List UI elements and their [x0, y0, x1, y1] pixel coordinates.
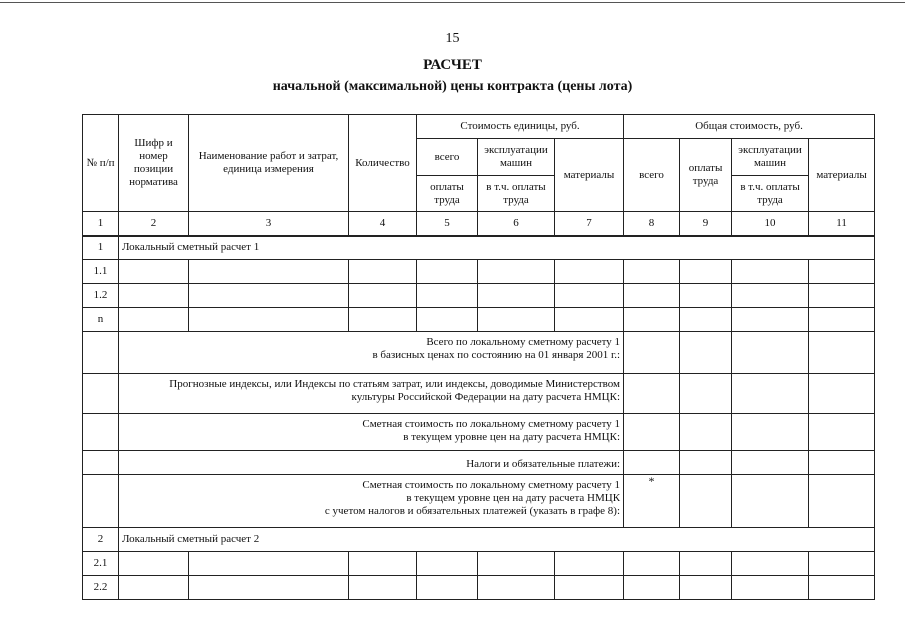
header-name: Наименование работ и затрат, единица измерения — [189, 115, 349, 212]
summary-with-taxes — [119, 475, 624, 528]
header-total-oplaty: оплаты труда — [680, 139, 732, 212]
table-row — [83, 308, 875, 332]
summary-base-prices — [119, 332, 624, 374]
header-code: Шифр и номер позиции норматива — [119, 115, 189, 212]
header-unit-oplaty: оплаты труда — [417, 176, 478, 212]
summary-indices-text: Прогнозные индексы, или Индексы по статьям затрат, или индексы, доводимые Министерством культуры Российской Федерации на дату расчета НМЦК: — [169, 378, 621, 403]
header-unit-vtch: в т.ч. оплаты труда — [478, 176, 555, 212]
row-num: n — [83, 308, 119, 332]
row-num: 2.1 — [83, 552, 119, 576]
section-title: Локальный сметный расчет 2 — [119, 528, 875, 552]
section-num: 1 — [83, 236, 119, 260]
col-number: 1 — [83, 212, 119, 236]
col-number: 2 — [119, 212, 189, 236]
summary-current-level-text: Сметная стоимость по локальному сметному расчету 1 в текущем уровне цен на дату расчета НМЦК: — [362, 418, 621, 443]
section-title: Локальный сметный расчет 1 — [119, 236, 875, 260]
table-row — [83, 260, 875, 284]
header-total-ekspl: эксплуатации машин — [732, 139, 809, 176]
page-top-border — [0, 2, 905, 3]
summary-base-prices-text: Всего по локальному сметному расчету 1 в базисных ценах по состоянию на 01 января 2001 г.: — [372, 336, 621, 361]
header-unit-ekspl: эксплуатации машин — [478, 139, 555, 176]
table-row — [83, 552, 875, 576]
page-number: 15 — [445, 31, 460, 46]
col-number: 11 — [809, 212, 875, 236]
header-unit-cost: Стоимость единицы, руб. — [417, 115, 624, 139]
col-number: 7 — [555, 212, 624, 236]
header-total-vtch: в т.ч. оплаты труда — [732, 176, 809, 212]
header-num: № п/п — [83, 115, 119, 212]
summary-taxes — [119, 451, 624, 475]
table-row — [83, 576, 875, 600]
row-num: 1.2 — [83, 284, 119, 308]
row-num: 2.2 — [83, 576, 119, 600]
header-unit-materials: материалы — [555, 139, 624, 212]
summary-taxes-text: Налоги и обязательные платежи: — [466, 458, 621, 470]
col-number: 8 — [624, 212, 680, 236]
col-number: 3 — [189, 212, 349, 236]
row-num: 1.1 — [83, 260, 119, 284]
estimate-table — [82, 114, 875, 600]
col-number: 10 — [732, 212, 809, 236]
summary-indices — [119, 374, 624, 414]
header-qty: Количество — [349, 115, 417, 212]
document-subtitle: начальной (максимальной) цены контракта (цены лота) — [272, 79, 633, 94]
summary-with-taxes-text: Сметная стоимость по локальному сметному расчету 1 в текущем уровне цен на дату расчета НМЦК с учетом налогов и обязательных платежей (указать в графе 8): — [324, 479, 621, 517]
col-number: 6 — [478, 212, 555, 236]
asterisk-mark: * — [624, 475, 680, 528]
header-total-vsego: всего — [624, 139, 680, 212]
header-total-cost: Общая стоимость, руб. — [624, 115, 875, 139]
header-unit-vsego: всего — [417, 139, 478, 176]
col-number: 4 — [349, 212, 417, 236]
summary-current-level — [119, 414, 624, 451]
col-number: 5 — [417, 212, 478, 236]
col-number: 9 — [680, 212, 732, 236]
table-row — [83, 284, 875, 308]
header-total-materials: материалы — [809, 139, 875, 212]
section-num: 2 — [83, 528, 119, 552]
document-title: РАСЧЕТ — [423, 57, 482, 73]
